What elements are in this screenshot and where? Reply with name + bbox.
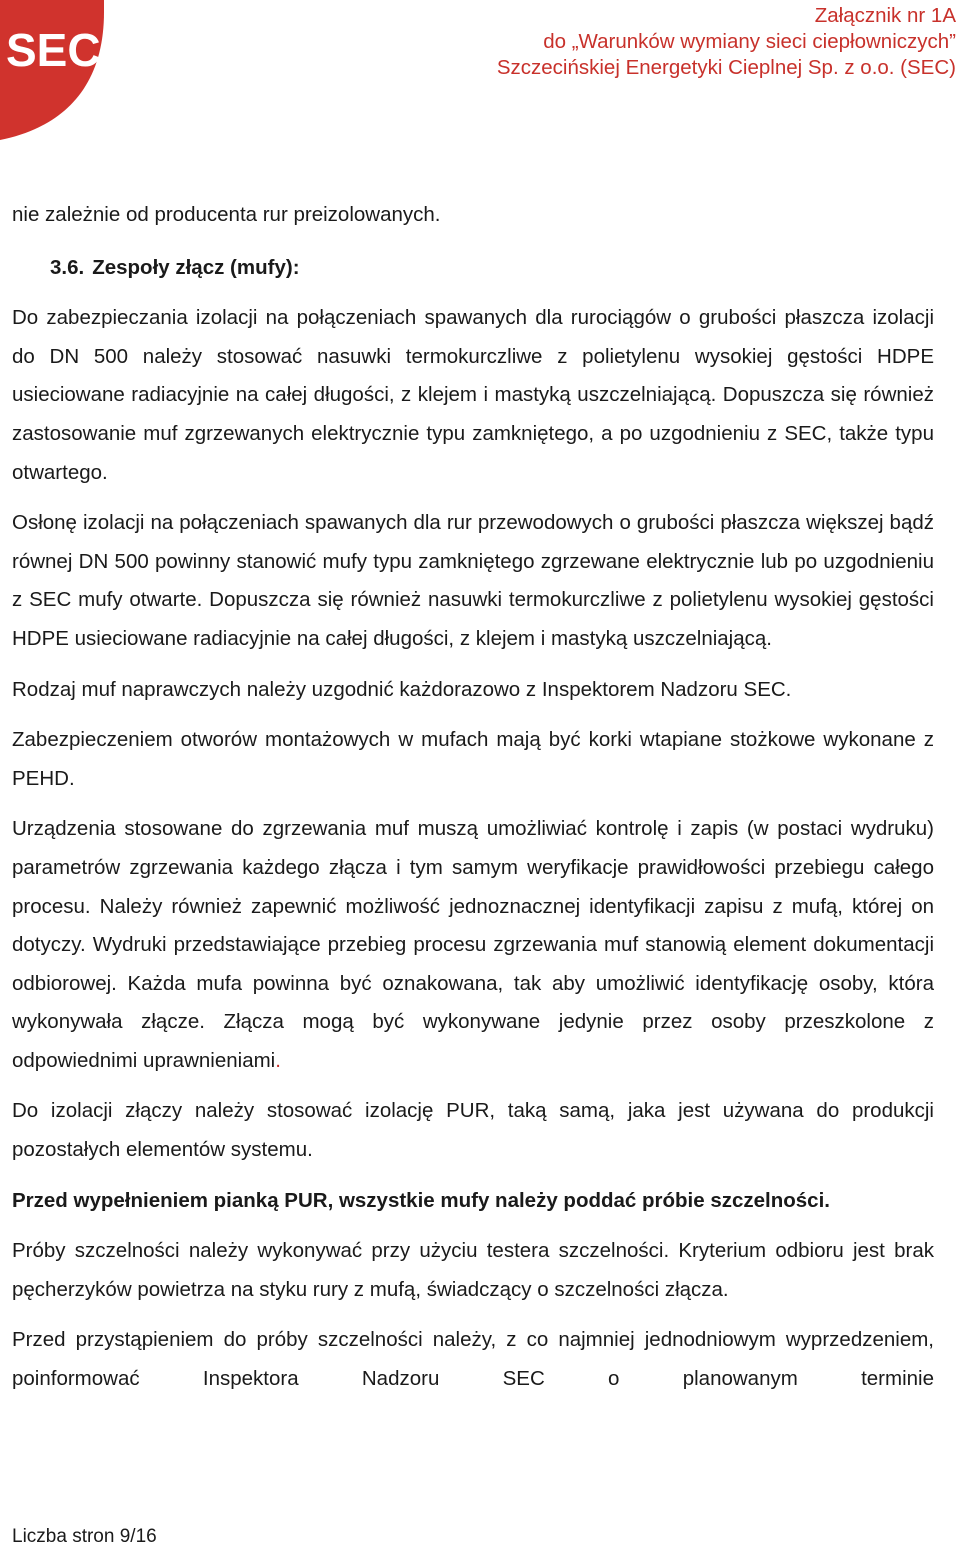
sec-logo: [0, 0, 104, 142]
paragraph-8: Próby szczelności należy wykonywać przy użyciu testera szczelności. Kryterium odbioru jest brak pęcherzyków powietrza na styku rury z mufą, świadczący o szczelności złącza.: [12, 1239, 934, 1301]
paragraph-4: Zabezpieczeniem otworów montażowych w mufach mają być korki wtapiane stożkowe wykonane z PEHD.: [12, 728, 934, 790]
header-line-3: Szczecińskiej Energetyki Cieplnej Sp. z o.o. (SEC): [496, 56, 956, 79]
document-header: [497, 3, 956, 81]
header-line-1: Załącznik nr 1A: [814, 4, 956, 27]
paragraph-5-text: Urządzenia stosowane do zgrzewania muf muszą umożliwiać kontrolę i zapis (w postaci wydruku) parametrów zgrzewania każdego złącza i tym samym weryfikacje prawidłowości przebiegu całego procesu. Należy również zapewnić możliwość jednoznacznej identyfikacji zapisu z mufą, której on dotyczy. Wydruki przedstawiające przebieg procesu zgrzewania muf stanowią element dokumentacji odbiorowej. Każda mufa powinna być oznakowana, tak aby umożliwić identyfikację osoby, która wykonywała złącze. Złącza mogą być wykonywane jedynie przez osoby przeszkolone z odpowiednimi uprawnieniami: [12, 817, 934, 1072]
paragraph-9: Przed przystąpieniem do próby szczelności należy, z co najmniej jednodniowym wyprzedzeniem, poinformować Inspektora Nadzoru SEC o planowanym terminie: [12, 1328, 934, 1391]
paragraph-2: Osłonę izolacji na połączeniach spawanych dla rur przewodowych o grubości płaszcza większej bądź równej DN 500 powinny stanowić mufy typu zamkniętego zgrzewane elektrycznie lub po uzgodnieniu z SEC mufy otwarte. Dopuszcza się również nasuwki termokurczliwe z polietylenu wysokiej gęstości HDPE usieciowane radiacyjnie na całej długości, z klejem i mastyką uszczelniającą.: [12, 511, 934, 650]
paragraph-1: Do zabezpieczania izolacji na połączeniach spawanych dla rurociągów o grubości płaszcza izolacji do DN 500 należy stosować nasuwki termokurczliwe z polietylenu wysokiej gęstości HDPE usieciowane radiacyjnie na całej długości, z klejem i mastyką uszczelniającą. Dopuszcza się również zastosowanie muf zgrzewanych elektrycznie typu zamkniętego, a po uzgodnieniu z SEC, także typu otwartego.: [12, 306, 934, 484]
paragraph-5: [12, 810, 934, 1080]
section-title: Zespoły złącz (mufy):: [92, 255, 300, 279]
section-heading: [12, 249, 934, 288]
page-count: Liczba stron 9/16: [12, 1526, 157, 1547]
logo-text: SEC: [6, 24, 101, 76]
document-body: [12, 196, 934, 1399]
paragraph-3: Rodzaj muf naprawczych należy uzgodnić każdorazowo z Inspektorem Nadzoru SEC.: [12, 677, 792, 701]
paragraph-7-bold: Przed wypełnieniem pianką PUR, wszystkie mufy należy poddać próbie szczelności.: [12, 1188, 830, 1212]
header-line-2: do „Warunków wymiany sieci ciepłowniczych”: [543, 30, 956, 53]
paragraph-5-end: .: [275, 1048, 281, 1072]
section-number: 3.6.: [50, 255, 85, 279]
intro-text: nie zależnie od producenta rur preizolowanych.: [12, 203, 441, 226]
paragraph-6: Do izolacji złączy należy stosować izolację PUR, taką samą, jaka jest używana do produkcji pozostałych elementów systemu.: [12, 1099, 934, 1162]
